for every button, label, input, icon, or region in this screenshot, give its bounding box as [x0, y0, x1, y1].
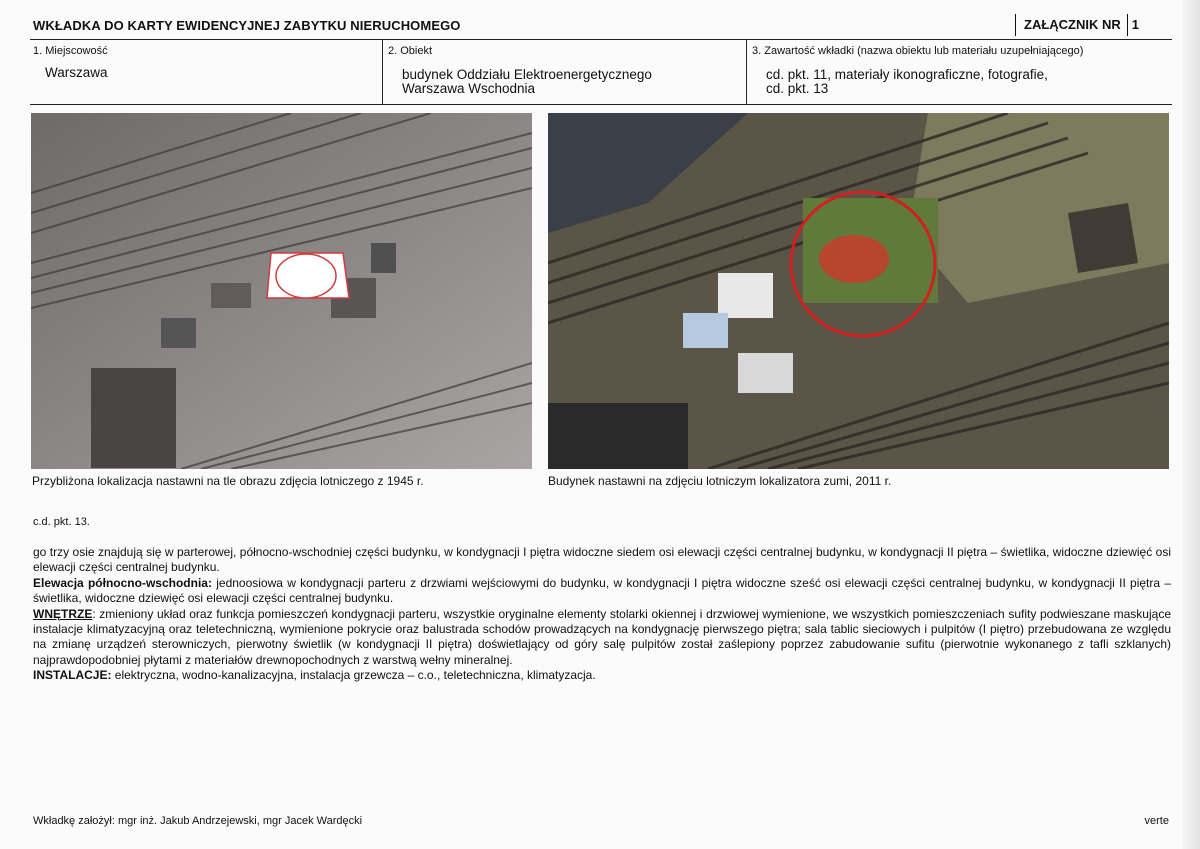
content-value-line-2: cd. pkt. 13 — [766, 81, 829, 96]
right-photo-caption: Budynek nastawni na zdjęciu lotniczym lokalizatora zumi, 2011 r. — [548, 474, 892, 488]
aerial-photo-2011-image — [548, 113, 1169, 469]
aerial-photo-1945 — [31, 113, 532, 469]
header-top-rule — [30, 39, 1172, 40]
paragraph-facade: go trzy osie znajdują się w parterowej, północno-wschodniej części budynku, w kondygnacji I piętra widoczne siedem osi elewacji części centralnej budynku, w kondygnacji II piętra – świetlika, widoczne dziewięć osi elewacji części centralnej budynku. — [33, 545, 1171, 575]
object-label: 2. Obiekt — [388, 45, 433, 57]
page-edge-shadow — [1183, 0, 1200, 849]
left-photo-caption: Przybliżona lokalizacja nastawni na tle obrazu zdjęcia lotniczego z 1945 r. — [32, 474, 424, 488]
description-body — [33, 545, 1171, 684]
author-line: Wkładkę założył: mgr inż. Jakub Andrzejewski, mgr Jacek Wardęcki — [33, 815, 363, 827]
aerial-photo-1945-image — [31, 113, 532, 469]
paragraph-interior — [33, 607, 1171, 669]
aerial-photo-2011 — [548, 113, 1169, 469]
document-title: WKŁADKA DO KARTY EWIDENCYJNEJ ZABYTKU NIERUCHOMEGO — [33, 18, 461, 33]
installations-text: elektryczna, wodno-kanalizacyjna, instalacja grzewcza – c.o., teletechniczna, klimatyzacja. — [111, 668, 596, 683]
northeast-elevation-text: jednoosiowa w kondygnacji parteru z drzwiami wejściowymi do budynku, w kondygnacji I piętra widoczne sześć osi elewacji części centralnej budynku, w kondygnacji II piętra – świetlika, widoczne dziewięć osi elewacji części centralnej budynku. — [33, 575, 1171, 606]
paragraph-installations — [33, 668, 1171, 683]
installations-heading: INSTALACJE: — [33, 668, 112, 683]
interior-text: : zmieniony układ oraz funkcja pomieszczeń kondygnacji parteru, wszystkie oryginalne elementy stolarki okiennej i drzwiowej wymienione, we wszystkich pomieszczeniach sufity podwieszane maskujące instalacje klimatyzacyjną oraz teletechniczną, wymienione pokrycie oraz balustrada schodów prowadzących na kondygnację pierwszego piętra; sala tablic sieciowych i pulpitów (I piętro) przebudowana ze względu na zmianę urządzeń sterowniczych, pierwotny świetlik (w kondygnacji II piętra) doświetlający od góry salę pulpitów został zaślepiony poprzez zabudowanie sufitu (pierwotnie wykonanego z tafli szklanych) najprawdopodobniej płytami z materiałów drewnopochodnych z warstwą wełny mineralnej. — [33, 606, 1171, 667]
content-value-line-1: cd. pkt. 11, materiały ikonograficzne, fotografie, — [766, 67, 1048, 82]
northeast-elevation-heading: Elewacja północno-wschodnia: — [33, 575, 212, 590]
header-bottom-rule — [30, 104, 1172, 105]
object-value-line-2: Warszawa Wschodnia — [402, 81, 536, 96]
locality-value: Warszawa — [45, 65, 108, 80]
attachment-number: 1 — [1127, 14, 1139, 36]
attachment-box — [1015, 14, 1139, 36]
attachment-label: ZAŁĄCZNIK NR — [1024, 17, 1121, 32]
field-divider-1 — [382, 40, 383, 104]
verte-label: verte — [1144, 815, 1169, 827]
field-divider-2 — [746, 40, 747, 104]
content-label: 3. Zawartość wkładki (nazwa obiektu lub materiału uzupełniającego) — [752, 45, 1084, 57]
object-value-line-1: budynek Oddziału Elektroenergetycznego — [402, 67, 652, 82]
continuation-label: c.d. pkt. 13. — [33, 516, 90, 528]
paragraph-northeast-elevation — [33, 576, 1171, 607]
locality-label: 1. Miejscowość — [33, 45, 108, 57]
interior-heading: WNĘTRZE — [33, 606, 93, 621]
